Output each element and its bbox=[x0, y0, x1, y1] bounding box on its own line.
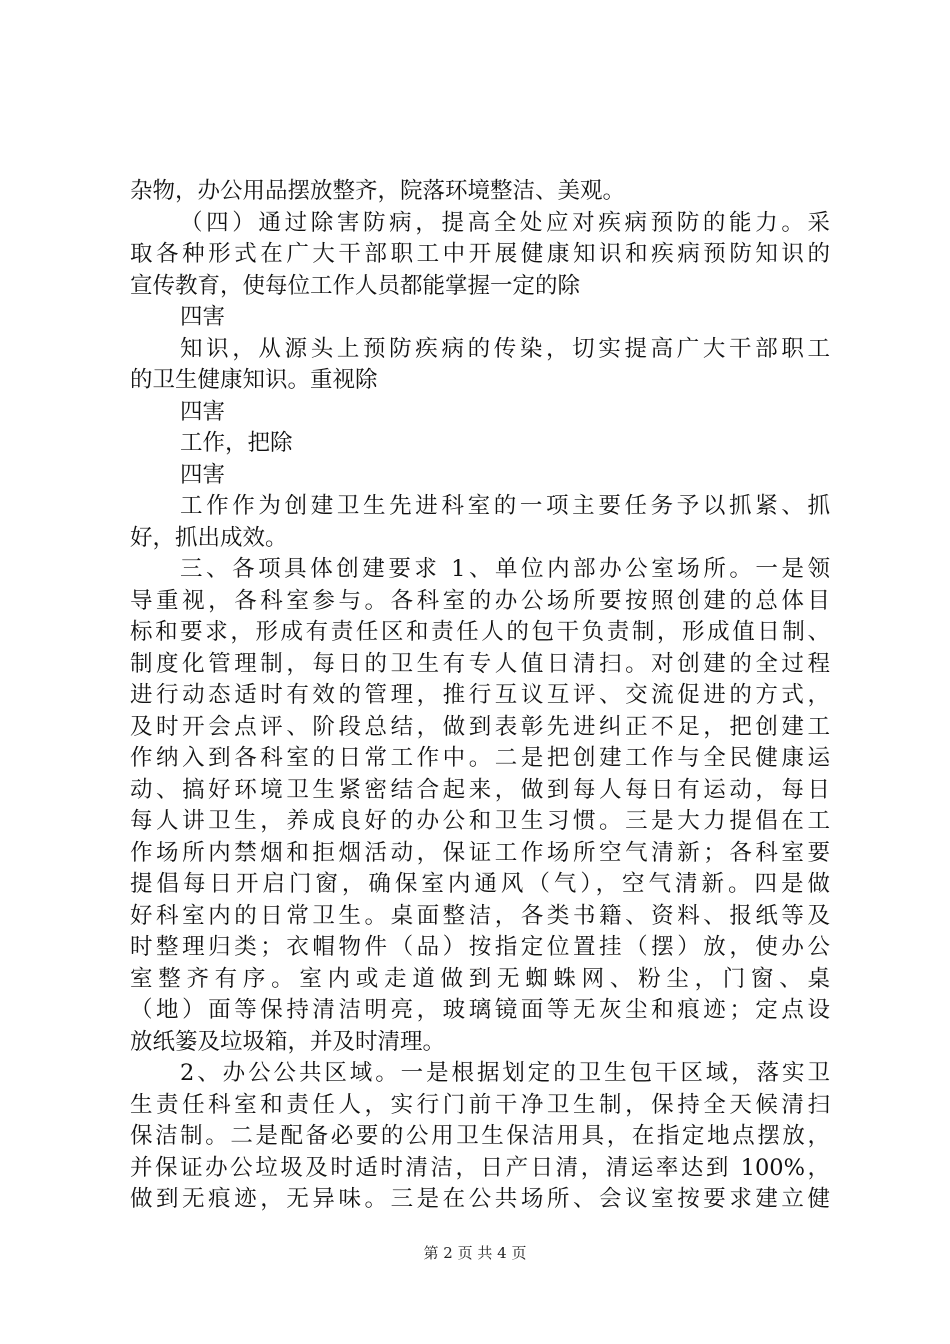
text-line: 制度化管理制，每日的卫生有专人值日清扫。对创建的全过程 bbox=[130, 650, 830, 677]
text-line: 四害 bbox=[180, 461, 226, 488]
text-line: 2、办公公共区域。一是根据划定的卫生包干区域，落实卫 bbox=[180, 1060, 830, 1086]
text-line: （地）面等保持清洁明亮，玻璃镜面等无灰尘和痕迹；定点设 bbox=[130, 997, 830, 1023]
text-line: 工作作为创建卫生先进科室的一项主要任务予以抓紧、抓 bbox=[180, 493, 830, 519]
text-line: 好，抓出成效。 bbox=[130, 524, 288, 551]
text-line: 标和要求，形成有责任区和责任人的包干负责制，形成值日制、 bbox=[130, 619, 830, 645]
text-line: 生责任科室和责任人，实行门前干净卫生制，保持全天候清扫 bbox=[130, 1091, 830, 1118]
text-line: 并保证办公垃圾及时适时清洁，日产日清，清运率达到 100%， bbox=[130, 1154, 830, 1181]
text-line: 保洁制。二是配备必要的公用卫生保洁用具，在指定地点摆放， bbox=[130, 1123, 830, 1149]
text-line: 取各种形式在广大干部职工中开展健康知识和疾病预防知识的 bbox=[130, 241, 830, 267]
text-line: 每人讲卫生，养成良好的办公和卫生习惯。三是大力提倡在工 bbox=[130, 808, 830, 834]
text-line: 四害 bbox=[180, 398, 226, 425]
text-line: 导重视，各科室参与。各科室的办公场所要按照创建的总体目 bbox=[130, 587, 830, 614]
text-line: 及时开会点评、阶段总结，做到表彰先进纠正不足，把创建工 bbox=[130, 713, 830, 740]
text-line: 室整齐有序。室内或走道做到无蜘蛛网、粉尘，门窗、桌 bbox=[130, 965, 830, 992]
text-line: 做到无痕迹，无异味。三是在公共场所、会议室按要求建立健 bbox=[130, 1186, 830, 1212]
text-line: 工作，把除 bbox=[180, 430, 293, 456]
text-line: 作纳入到各科室的日常工作中。二是把创建工作与全民健康运 bbox=[130, 745, 830, 771]
text-line: 知识，从源头上预防疾病的传染，切实提高广大干部职工 bbox=[180, 335, 830, 362]
page-footer: 第 2 页 共 4 页 bbox=[423, 1244, 527, 1262]
text-line: 时整理归类；衣帽物件（品）按指定位置挂（摆）放，使办公 bbox=[130, 934, 830, 960]
text-line: 宣传教育，使每位工作人员都能掌握一定的除 bbox=[130, 272, 581, 299]
text-line: 作场所内禁烟和拒烟活动，保证工作场所空气清新；各科室要 bbox=[130, 839, 830, 866]
text-line: 杂物，办公用品摆放整齐，院落环境整洁、美观。 bbox=[130, 178, 626, 204]
text-line: 放纸篓及垃圾箱，并及时清理。 bbox=[130, 1028, 446, 1055]
document-body bbox=[130, 176, 830, 1216]
text-line: 的卫生健康知识。重视除 bbox=[130, 367, 378, 393]
text-line: （四）通过除害防病，提高全处应对疾病预防的能力。采 bbox=[180, 209, 830, 236]
text-line: 进行动态适时有效的管理，推行互议互评、交流促进的方式， bbox=[130, 682, 830, 708]
text-line: 四害 bbox=[180, 304, 226, 330]
text-line: 三、各项具体创建要求 1、单位内部办公室场所。一是领 bbox=[180, 556, 830, 582]
text-line: 动、搞好环境卫生紧密结合起来，做到每人每日有运动，每日 bbox=[130, 776, 830, 803]
text-line: 好科室内的日常卫生。桌面整洁，各类书籍、资料、报纸等及 bbox=[130, 902, 830, 929]
text-line: 提倡每日开启门窗，确保室内通风（气），空气清新。四是做 bbox=[130, 871, 830, 897]
